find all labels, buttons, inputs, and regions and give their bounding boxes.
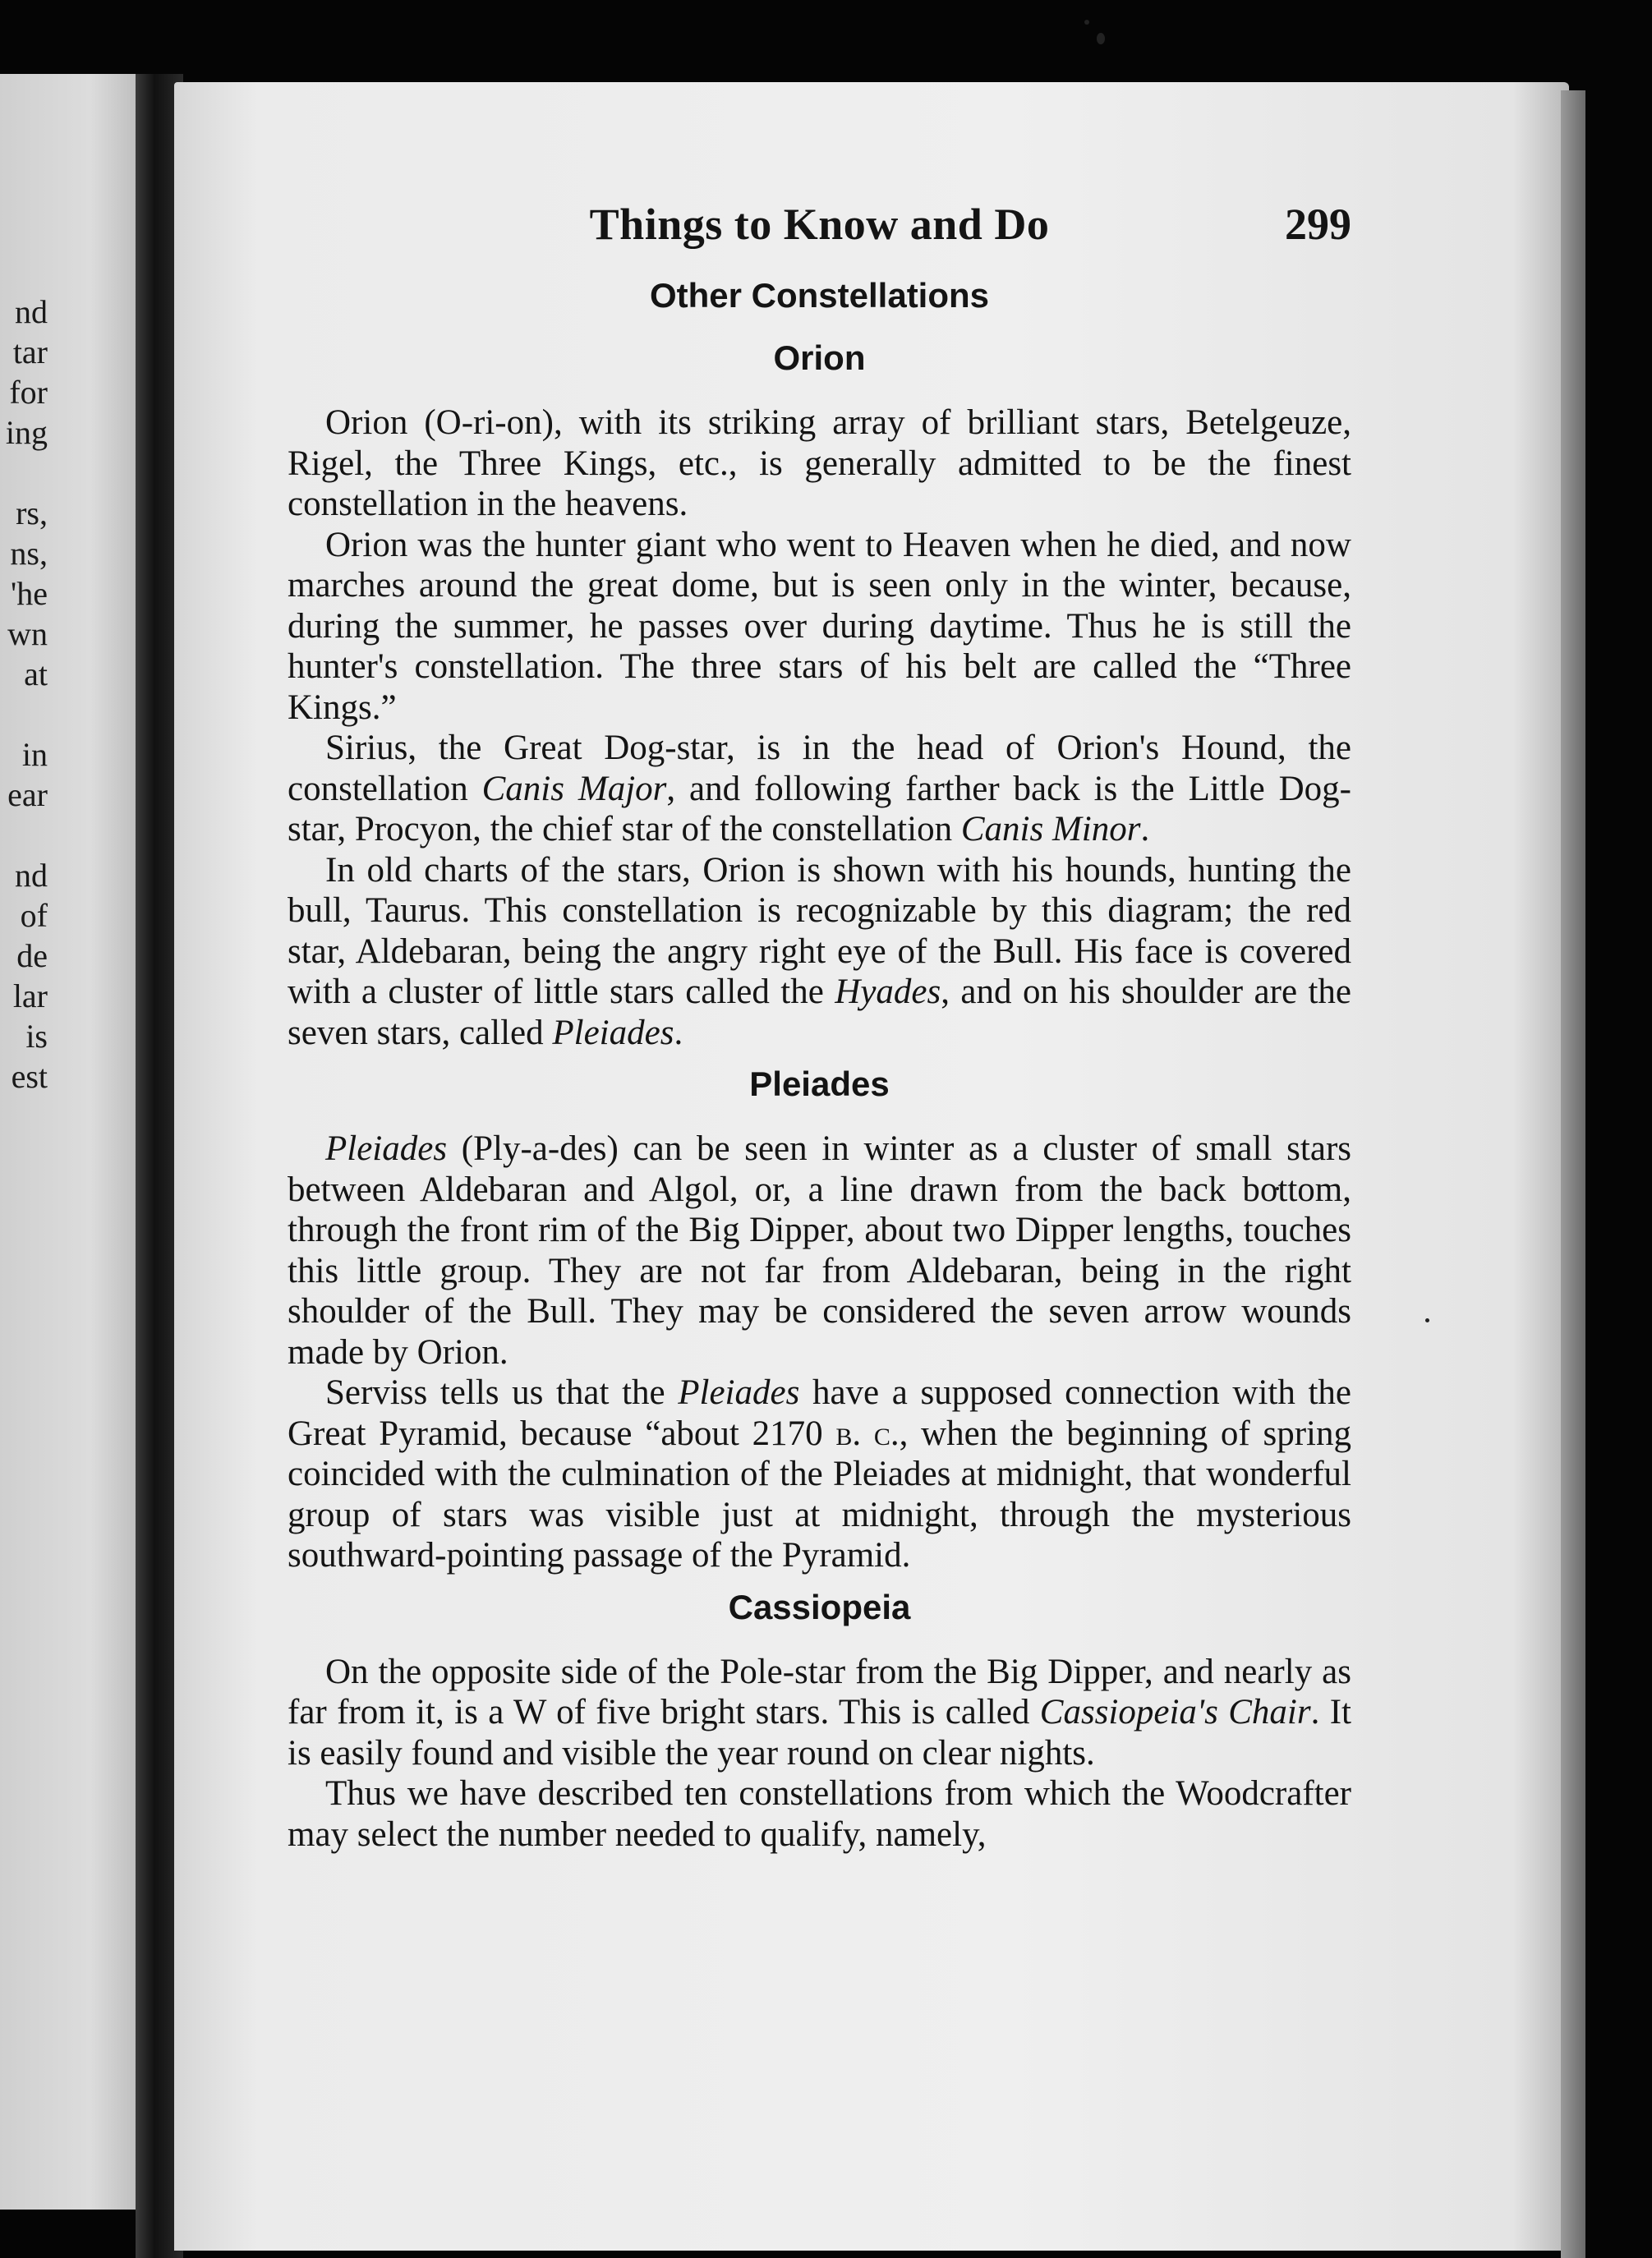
- previous-page-text-fragments: [0, 292, 48, 1097]
- italic-term: Canis Minor: [960, 810, 1141, 848]
- scan-speck: [1097, 33, 1105, 44]
- previous-page-fragment: ns,: [10, 535, 48, 572]
- heading-cassiopeia: Cassiopeia: [728, 1587, 911, 1626]
- paragraph-cassiopeia-2: Thus we have described ten constellations from which the Woodcrafter may select the number needed to qualify, namely,: [288, 1774, 1351, 1854]
- previous-page-fragment: in: [21, 736, 48, 773]
- previous-page-fragment: of: [20, 897, 48, 934]
- paragraph-cassiopeia-1: [288, 1652, 1351, 1774]
- scan-speck: [1425, 1318, 1429, 1322]
- italic-term: Cassiopeia's Chair: [1039, 1693, 1311, 1731]
- italic-term: Hyades: [835, 973, 941, 1011]
- text-run: Sirius, the Great Dog-star, is in the head of Orion's Hound, the constellation: [288, 729, 1351, 808]
- paragraph-orion-2: Orion was the hunter giant who went to Heaven when he died, and now marches around the great dome, but is seen only in the winter, because, during the summer, he passes over during daytime. Thus he is still the hunter's constellation. The three stars of his belt are called the “Three Kings.”: [288, 525, 1351, 727]
- text-run: In old charts of the stars, Orion is shown with his hounds, hunting the bull, Taurus. This constellation is recognizable by this diagram; the red star, Aldebaran, being the angry right eye of the Bull. His face is covered with a cluster of little stars called the: [288, 850, 1351, 1011]
- italic-term: Canis Major: [481, 769, 667, 808]
- previous-page-fragment: rs,: [16, 494, 48, 531]
- previous-page-fragment: ing: [5, 414, 48, 451]
- previous-page-fragment: wn: [7, 615, 48, 652]
- previous-page-fragment: is: [25, 1018, 48, 1055]
- paragraph-orion-4: [288, 850, 1351, 1054]
- running-head-title: Things to Know and Do: [589, 200, 1050, 249]
- previous-page-fragment: de: [16, 937, 48, 974]
- italic-term: Pleiades: [552, 1013, 674, 1052]
- paragraph-pleiades-1: [288, 1129, 1351, 1373]
- text-run: .: [674, 1013, 683, 1052]
- previous-page-fragment: [0, 453, 48, 493]
- previous-page-fragment: nd: [15, 857, 48, 894]
- previous-page-fragment: nd: [15, 293, 48, 330]
- running-head: [288, 199, 1351, 264]
- text-run: .: [1140, 810, 1150, 848]
- heading-orion: Orion: [773, 338, 866, 377]
- paragraph-orion-1: Orion (O-ri-on), with its striking array of brilliant stars, Betelgeuze, Rigel, the Three Kings, etc., is generally admitted to be the finest constellation in the heavens.: [288, 403, 1351, 523]
- previous-page-fragment: for: [9, 374, 48, 411]
- text-run: , and following farther back is the Little Dog-star, Procyon, the chief star of the constellation: [288, 769, 1351, 848]
- previous-page-fragment: tar: [12, 333, 48, 370]
- scan-speck: [1084, 20, 1089, 25]
- previous-page-fragment: lar: [12, 977, 48, 1014]
- previous-page-fragment: ear: [7, 776, 48, 813]
- text-run: On the opposite side of the Pole-star from the Big Dipper, and nearly as far from it, is a W of five bright stars. This is called: [288, 1652, 1351, 1731]
- previous-page-fragment: 'he: [11, 575, 48, 612]
- paragraph-pleiades-2: [288, 1373, 1351, 1576]
- text-run: (Ply-a-des) can be seen in winter as a cluster of small stars between Aldebaran and Algol, or, a line drawn from the back bottom, through the front rim of the Big Dipper, about two Dipper lengths, touches this little group. They are not far from Aldebaran, being in the right shoulder of the Bull. They may be considered the seven arrow wounds made by Orion.: [288, 1129, 1351, 1372]
- section-title: Other Constellations: [649, 276, 990, 315]
- previous-page-fragment: [0, 694, 48, 734]
- small-caps-date: b. c.: [835, 1414, 900, 1453]
- heading-pleiades: Pleiades: [749, 1065, 890, 1103]
- italic-term: Pleiades: [678, 1373, 800, 1412]
- paragraph-orion-3: [288, 728, 1351, 850]
- previous-page-fragment: [0, 815, 48, 855]
- italic-term: Pleiades: [325, 1129, 448, 1168]
- previous-page-fragment: est: [11, 1058, 48, 1095]
- page-edge-shadow: [1561, 90, 1585, 2258]
- text-run: have a supposed connection with the Great Pyramid, because “about 2170: [288, 1373, 1351, 1453]
- text-run: , when the beginning of spring coincided with the culmination of the Pleiades at midnight, that wonderful group of stars was visible just at midnight, through the mysterious southward-pointing passage of the Pyramid.: [288, 1414, 1351, 1575]
- text-run: Serviss tells us that the: [325, 1373, 679, 1412]
- page-content: [288, 199, 1351, 1855]
- page-number: 299: [1285, 200, 1351, 249]
- text-run: . It is easily found and visible the year round on clear nights.: [288, 1693, 1351, 1773]
- previous-page-fragment: at: [24, 655, 48, 692]
- text-run: , and on his shoulder are the seven stars, called: [288, 973, 1351, 1052]
